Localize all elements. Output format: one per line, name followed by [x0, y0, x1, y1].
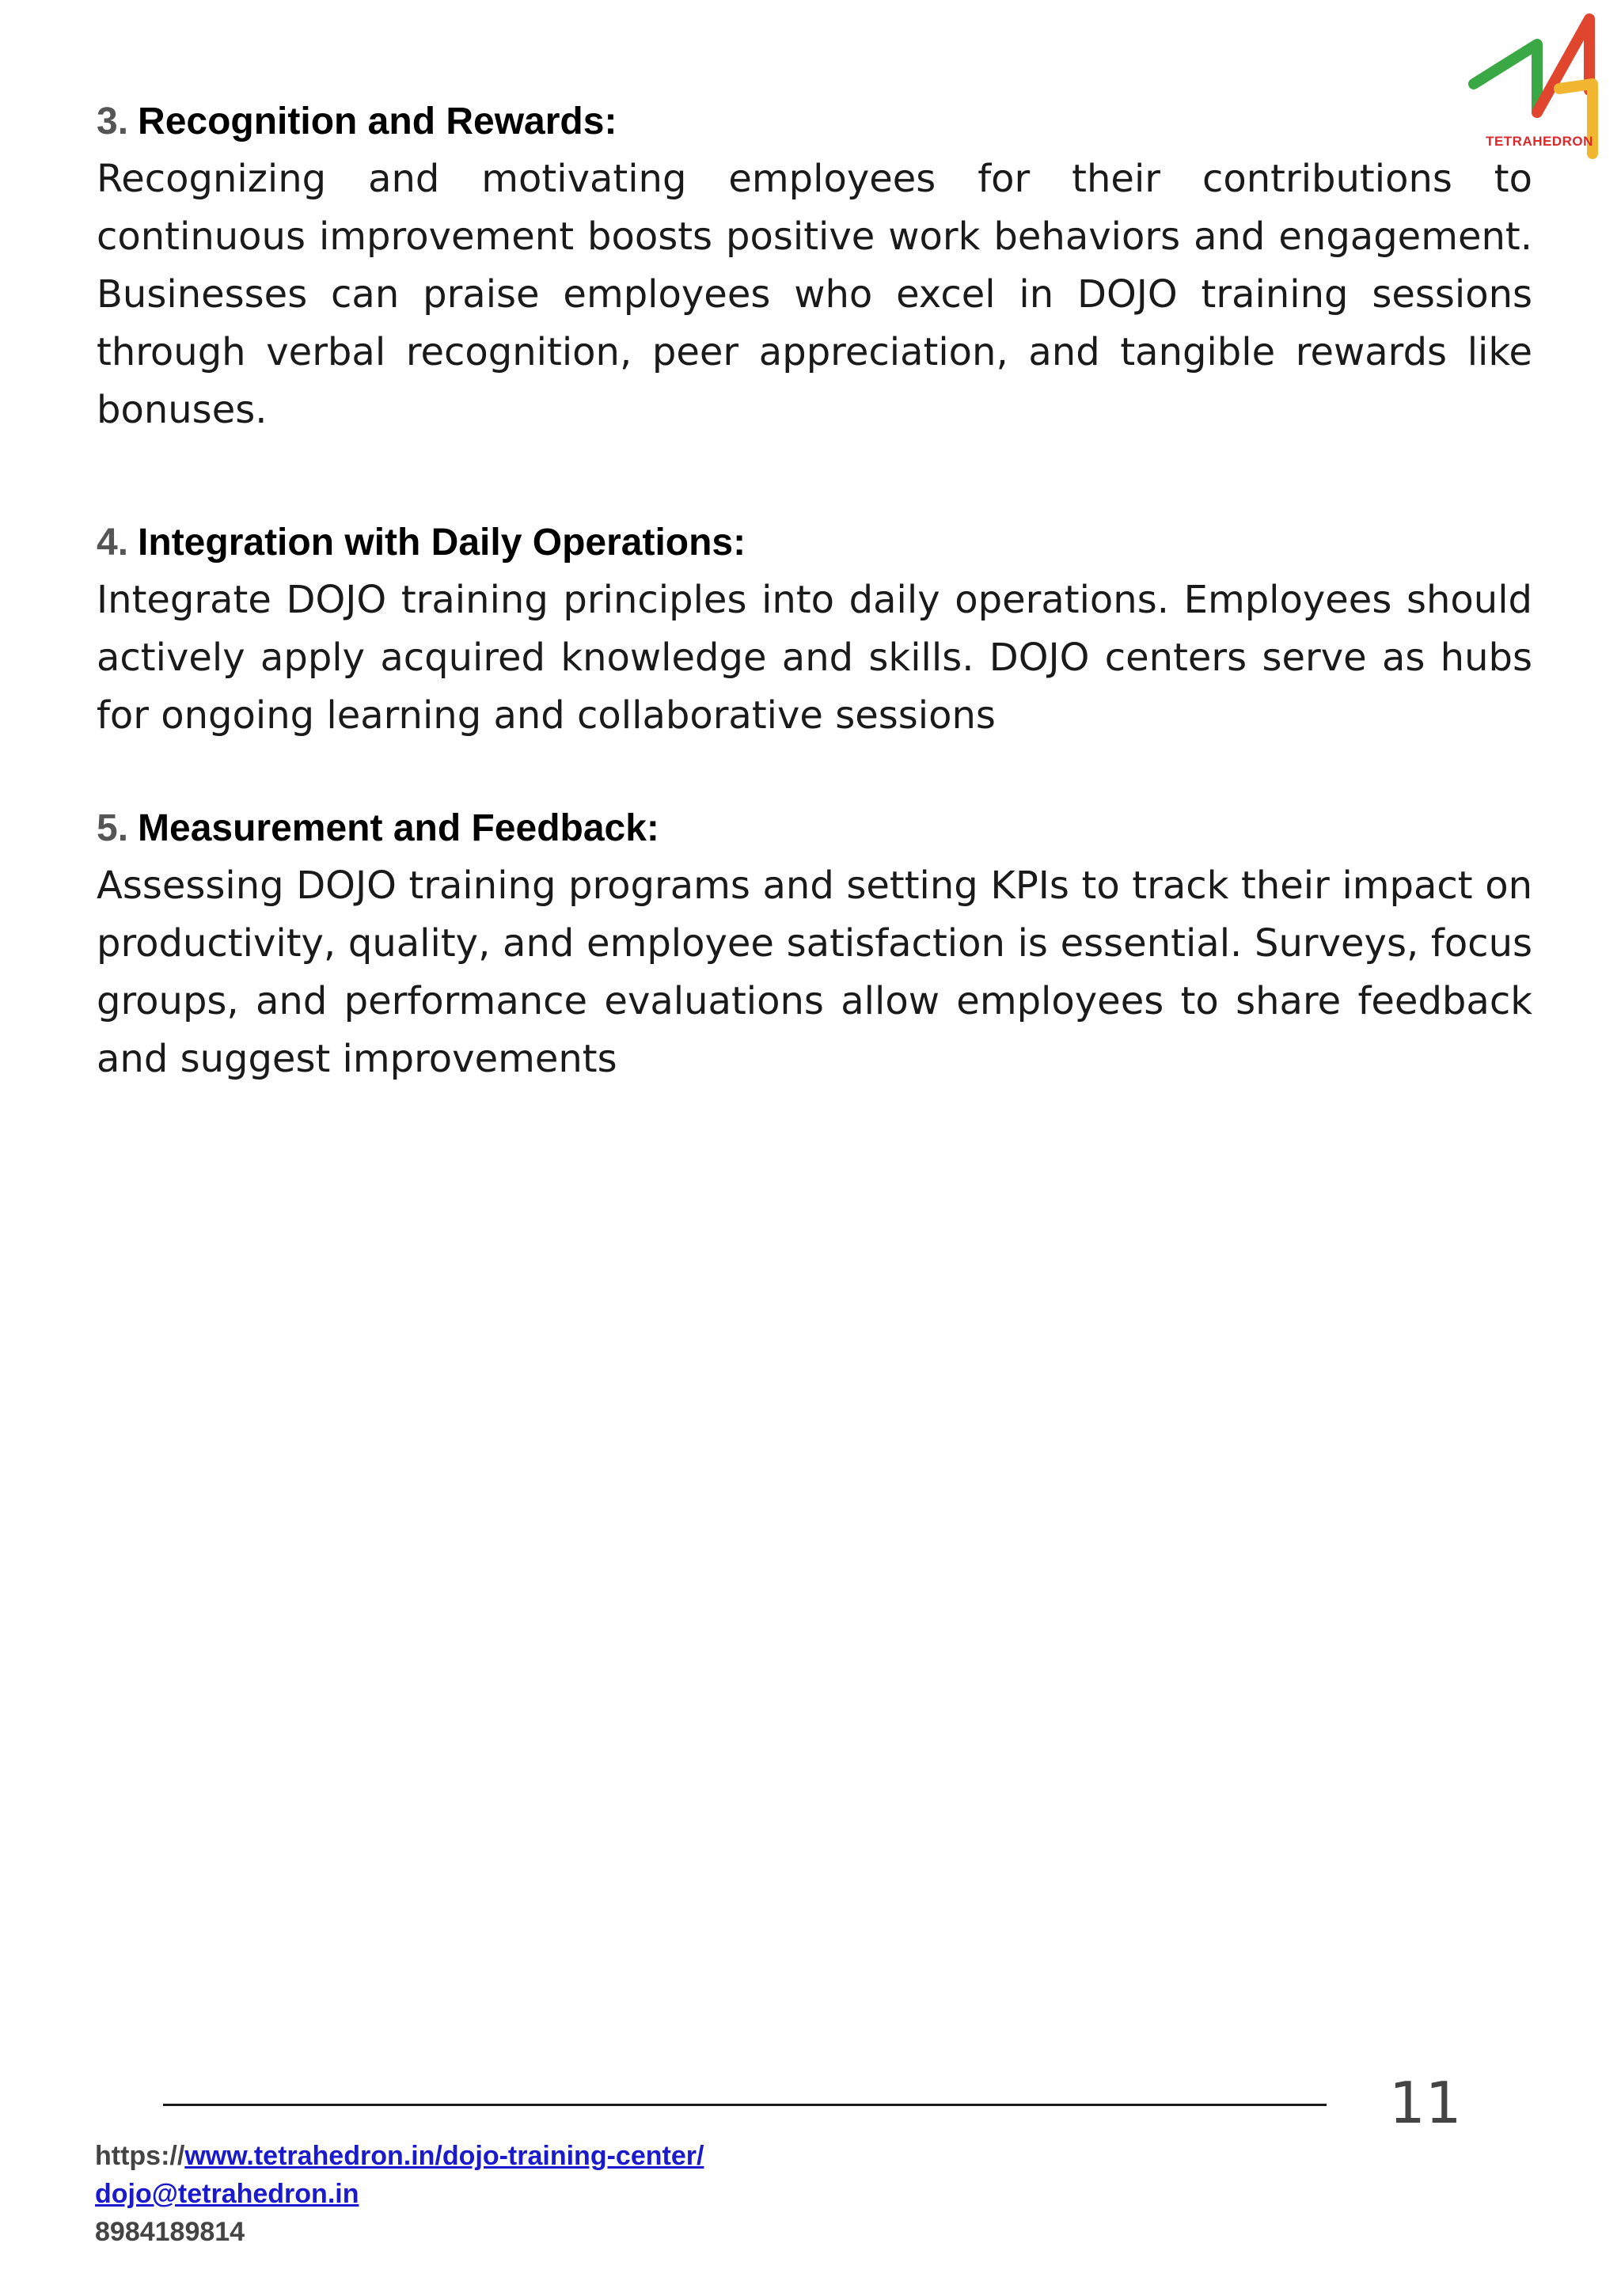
section-integration-daily-operations	[97, 514, 1532, 745]
section-body: Assessing DOJO training programs and setting KPIs to track their impact on productivity, quality, and employee satisfaction is essential. Surveys, focus groups, and performance evaluations allow employees to share feedback and suggest improvements	[97, 863, 1532, 1081]
section-title: Integration with Daily Operations:	[138, 522, 746, 564]
footer-phone: 8984189814	[95, 2217, 245, 2247]
section-body: Integrate DOJO training principles into daily operations. Employees should actively apply acquired knowledge and skills. DOJO centers serve as hubs for ongoing learning and collaborative sessions	[97, 578, 1532, 738]
section-number: 3.	[97, 101, 129, 142]
footer-website	[95, 2137, 704, 2175]
section-recognition-rewards	[97, 93, 1532, 439]
section-body: Recognizing and motivating employees for their contributions to continuous improvement boosts positive work behaviors and engagement. Businesses can praise employees who excel in DOJO training sessions through verbal recognition, peer appreciation, and tangible rewards like bonuses.	[97, 157, 1532, 432]
website-link[interactable]: www.tetrahedron.in/dojo-training-center/	[184, 2141, 704, 2171]
section-heading	[97, 800, 1532, 857]
footer-email	[95, 2175, 704, 2213]
url-prefix: https://	[95, 2141, 185, 2171]
section-title: Measurement and Feedback:	[138, 807, 659, 849]
section-measurement-feedback	[97, 800, 1532, 1088]
footer-contact	[95, 2137, 704, 2251]
section-heading	[97, 93, 1532, 150]
email-link[interactable]: dojo@tetrahedron.in	[95, 2179, 359, 2209]
section-title: Recognition and Rewards:	[138, 101, 617, 142]
section-number: 5.	[97, 807, 129, 849]
logo-wordmark: TETRAHEDRON	[1486, 134, 1593, 149]
page-content	[97, 93, 1532, 1088]
footer-divider	[163, 2104, 1327, 2106]
section-heading	[97, 514, 1532, 571]
section-number: 4.	[97, 522, 129, 564]
page-number: 11	[1389, 2070, 1462, 2136]
